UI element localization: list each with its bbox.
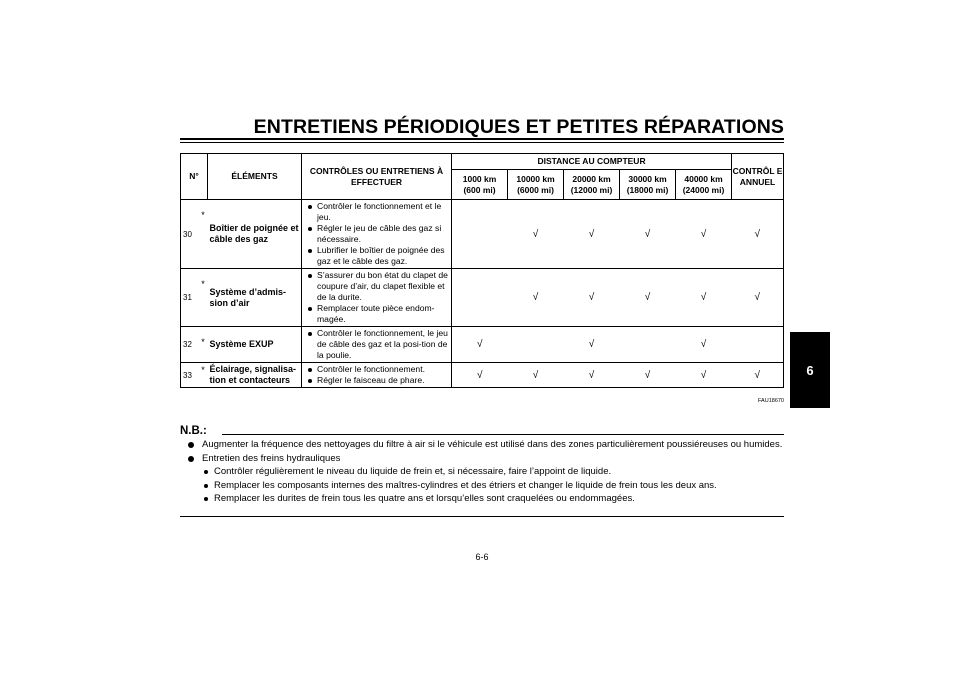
check-mark: √ [508,269,564,327]
check-mark: √ [732,363,784,388]
bullet-icon [308,332,312,336]
bullet-icon [308,249,312,253]
check-item: Contrôler le fonctionnement. [308,364,449,375]
check-mark: √ [676,363,732,388]
table-row [181,363,784,388]
header-interval-10000: 10000 km (6000 mi) [508,170,564,200]
note-label: N.B.: [180,425,207,437]
check-mark [452,269,508,327]
row-number: 32 [181,327,199,363]
row-number: 33 [181,363,199,388]
check-mark: √ [732,200,784,269]
header-annual: CONTRÔL E ANNUEL [732,154,784,200]
table-row [181,200,784,269]
header-interval-30000: 30000 km (18000 mi) [620,170,676,200]
row-checks [302,200,452,269]
check-mark [732,327,784,363]
check-mark: √ [508,200,564,269]
bullet-icon [188,456,194,462]
check-mark [620,327,676,363]
check-item: Lubrifier le boîtier de poignée des gaz et le câble des gaz. [308,245,449,267]
row-element: Système EXUP [208,327,302,363]
table-row [181,327,784,363]
check-mark: √ [508,363,564,388]
check-mark: √ [620,363,676,388]
bullet-icon [308,307,312,311]
row-checks [302,327,452,363]
page-title: ENTRETIENS PÉRIODIQUES ET PETITES RÉPARATIONS [253,116,784,138]
check-mark: √ [564,269,620,327]
check-mark: √ [676,200,732,269]
check-mark: √ [732,269,784,327]
note-body [180,438,784,506]
row-star: * [199,327,208,363]
check-item: Contrôler le fonctionnement, le jeu de câble des gaz et la posi-tion de la poulie. [308,328,449,361]
header-interval-40000: 40000 km (24000 mi) [676,170,732,200]
check-mark: √ [564,363,620,388]
header-distance: DISTANCE AU COMPTEUR [452,154,732,170]
check-mark: √ [620,269,676,327]
row-number: 30 [181,200,199,269]
header-interval-1000: 1000 km (600 mi) [452,170,508,200]
check-item: Régler le faisceau de phare. [308,375,449,386]
row-number: 31 [181,269,199,327]
check-mark: √ [676,327,732,363]
bullet-icon [308,368,312,372]
check-mark: √ [452,327,508,363]
reference-code: FAU18670 [758,398,784,404]
check-mark: √ [452,363,508,388]
check-mark: √ [564,327,620,363]
note-item: Entretien des freins hydrauliques [180,452,784,466]
header-num: N° [181,154,208,200]
bullet-icon [204,484,208,488]
note-subitem: Remplacer les durites de frein tous les quatre ans et lorsqu’elles sont craquelées ou endommagées. [180,492,784,506]
page-number: 6-6 [475,552,489,562]
check-mark: √ [620,200,676,269]
row-star: * [199,269,208,327]
check-item: Régler le jeu de câble des gaz si nécessaire. [308,223,449,245]
bullet-icon [308,227,312,231]
note-rule-bottom [180,516,784,517]
bullet-icon [204,497,208,501]
check-item: Contrôler le fonctionnement et le jeu. [308,201,449,223]
header-checks: CONTRÔLES OU ENTRETIENS À EFFECTUER [302,154,452,200]
bullet-icon [308,379,312,383]
table-row [181,269,784,327]
row-checks [302,269,452,327]
row-star: * [199,200,208,269]
check-item: Remplacer toute pièce endom-magée. [308,303,449,325]
note-subitem: Remplacer les composants internes des maîtres-cylindres et des étriers et changer le liquide de frein tous les deux ans. [180,479,784,493]
check-mark: √ [564,200,620,269]
header-interval-20000: 20000 km (12000 mi) [564,170,620,200]
row-element: Système d’admis-sion d’air [208,269,302,327]
note-item: Augmenter la fréquence des nettoyages du filtre à air si le véhicule est utilisé dans des zones particulièrement poussiéreuses ou humides. [180,438,784,452]
check-item: S’assurer du bon état du clapet de coupure d’air, du clapet flexible et de la durite. [308,270,449,303]
bullet-icon [204,470,208,474]
row-checks [302,363,452,388]
bullet-icon [308,274,312,278]
bullet-icon [308,205,312,209]
note-subitem: Contrôler régulièrement le niveau du liquide de frein et, si nécessaire, faire l’appoint de liquide. [180,465,784,479]
check-mark [508,327,564,363]
row-element: Éclairage, signalisa-tion et contacteurs [208,363,302,388]
check-mark [452,200,508,269]
check-mark: √ [676,269,732,327]
row-star: * [199,363,208,388]
row-element: Boîtier de poignée et câble des gaz [208,200,302,269]
chapter-tab[interactable]: 6 [790,332,830,408]
header-elements: ÉLÉMENTS [208,154,302,200]
note-rule-top [222,434,784,435]
bullet-icon [188,442,194,448]
title-underline [180,138,784,146]
maintenance-table [180,153,784,388]
